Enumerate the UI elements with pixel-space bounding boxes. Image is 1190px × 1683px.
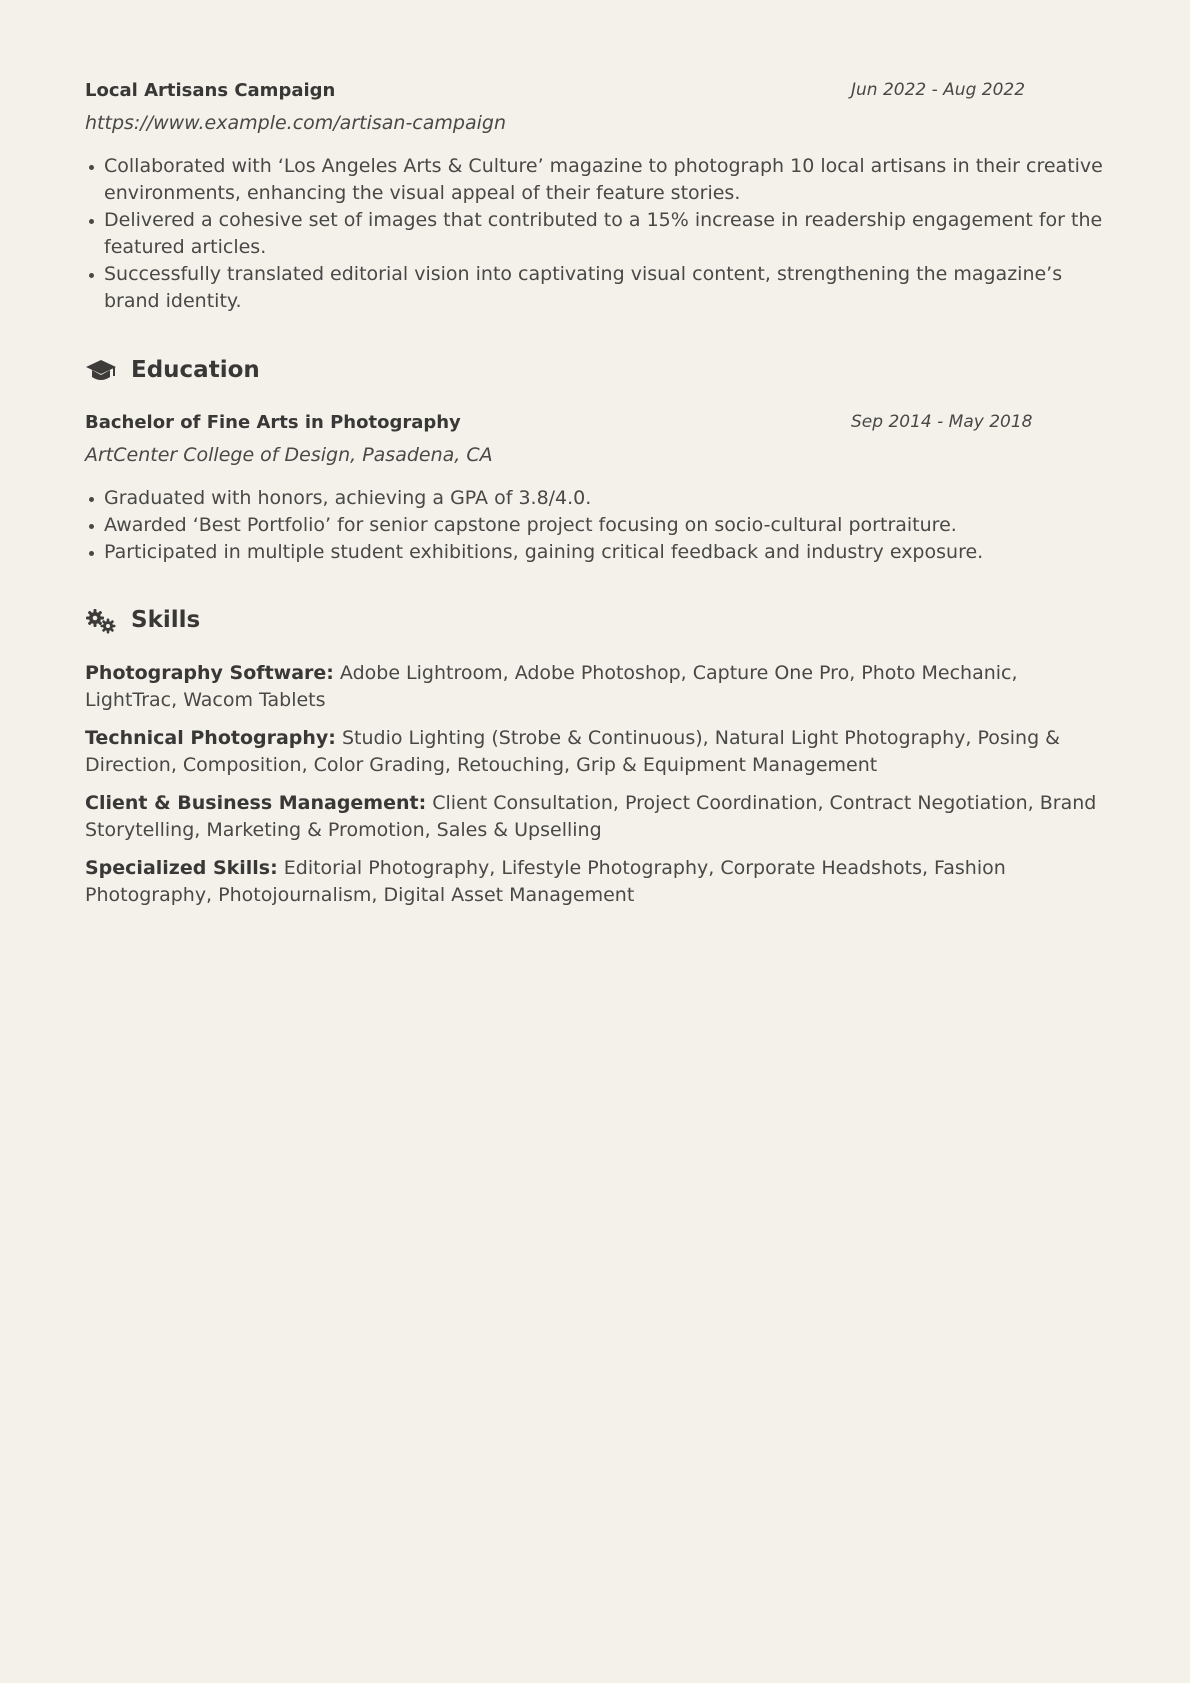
skill-label: Specialized Skills:: [85, 857, 278, 879]
list-item: Participated in multiple student exhibitions, gaining critical feedback and industry exposure.: [104, 539, 1105, 566]
degree-title: Bachelor of Fine Arts in Photography: [85, 412, 461, 433]
education-bullets: [85, 485, 1105, 566]
degree-header: [85, 412, 1105, 442]
skill-item: [85, 725, 1105, 779]
skill-value: Adobe Lightroom, Adobe Photoshop, Capture One Pro, Photo Mechanic, LightTrac, Wacom Tablets: [85, 662, 1018, 711]
skills-heading-row: [85, 608, 1105, 642]
list-item: Awarded ‘Best Portfolio’ for senior capstone project focusing on socio-cultural portraiture.: [104, 512, 1105, 539]
skill-value: Studio Lighting (Strobe & Continuous), Natural Light Photography, Posing & Direction, Composition, Color Grading, Retouching, Grip & Equipment Management: [85, 727, 1060, 776]
project-entry: [85, 80, 1105, 315]
list-item: Graduated with honors, achieving a GPA of 3.8/4.0.: [104, 485, 1105, 512]
education-heading: Education: [131, 357, 260, 383]
skill-value: Client Consultation, Project Coordination, Contract Negotiation, Brand Storytelling, Marketing & Promotion, Sales & Upselling: [85, 792, 1097, 841]
project-link[interactable]: https://www.example.com/artisan-campaign: [85, 112, 506, 134]
skill-label: Client & Business Management:: [85, 792, 427, 814]
skill-label: Photography Software:: [85, 662, 334, 684]
skills-list: [85, 660, 1105, 909]
skill-item: [85, 855, 1105, 909]
degree-date: Sep 2014 - May 2018: [851, 412, 1033, 432]
school-name: ArtCenter College of Design, Pasadena, CA: [85, 444, 493, 466]
project-date: Jun 2022 - Aug 2022: [851, 80, 1026, 100]
list-item: Collaborated with ‘Los Angeles Arts & Culture’ magazine to photograph 10 local artisans in their creative environments, enhancing the visual appeal of their feature stories.: [104, 153, 1105, 207]
list-item: Successfully translated editorial vision into captivating visual content, strengthening the magazine’s brand identity.: [104, 261, 1105, 315]
project-header: [85, 80, 1105, 110]
list-item: Delivered a cohesive set of images that contributed to a 15% increase in readership engagement for the featured articles.: [104, 207, 1105, 261]
education-section: [85, 358, 1105, 566]
skills-heading: Skills: [131, 607, 201, 633]
skill-label: Technical Photography:: [85, 727, 336, 749]
project-title: Local Artisans Campaign: [85, 80, 336, 101]
skill-item: [85, 660, 1105, 714]
education-heading-row: [85, 358, 1105, 392]
project-bullets: [85, 153, 1105, 315]
skill-value: Editorial Photography, Lifestyle Photography, Corporate Headshots, Fashion Photography, Photojournalism, Digital Asset Management: [85, 857, 1006, 906]
gears-icon: [85, 608, 117, 636]
skill-item: [85, 790, 1105, 844]
skills-section: [85, 608, 1105, 920]
graduation-cap-icon: [85, 358, 117, 386]
